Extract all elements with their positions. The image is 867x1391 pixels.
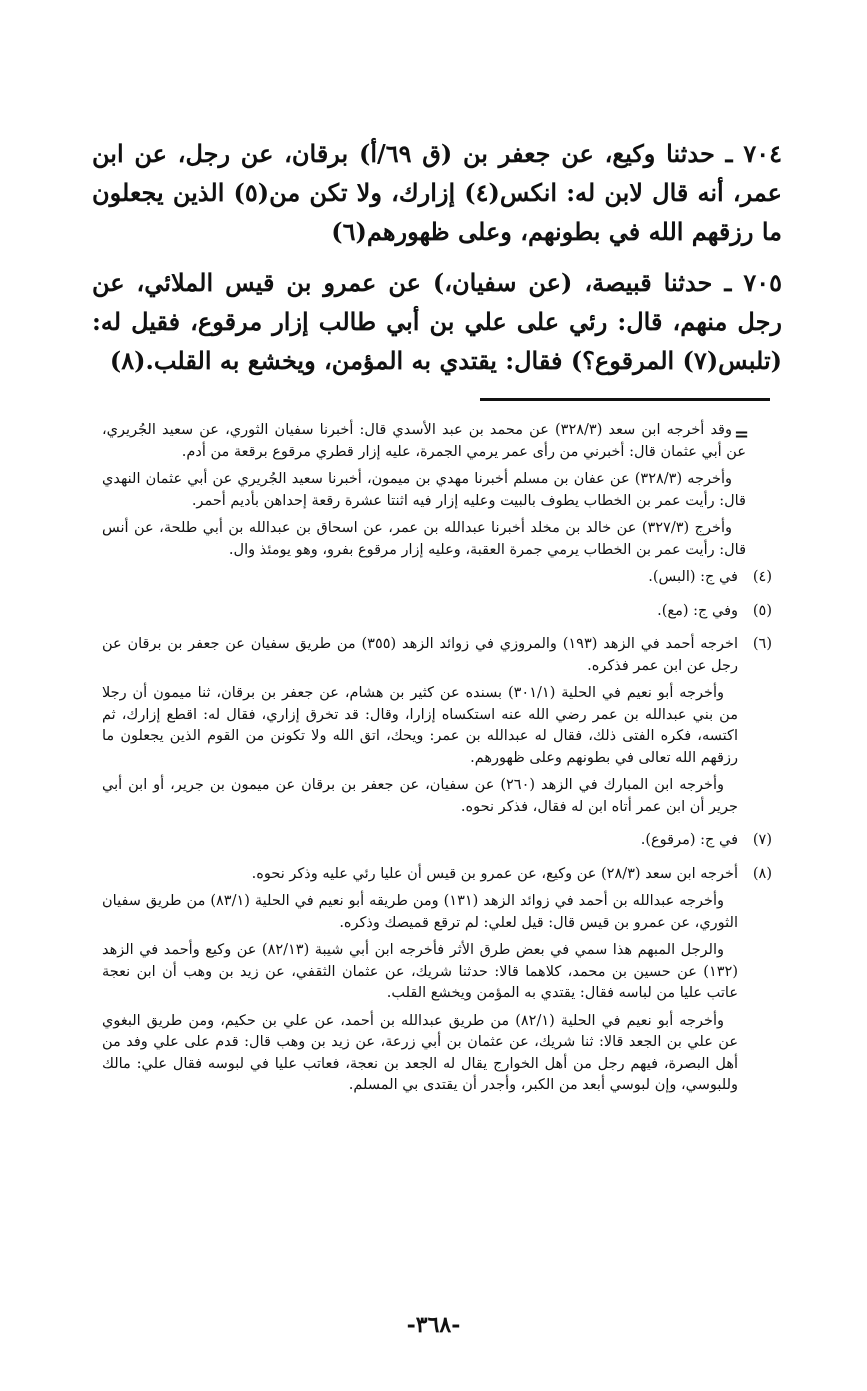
footnote-number: (٨) <box>752 865 772 882</box>
footnote-5 <box>102 601 772 629</box>
footnote-4 <box>102 567 772 595</box>
footnote-8 <box>102 864 772 1103</box>
main-text <box>92 134 782 392</box>
footnote-6 <box>102 634 772 824</box>
footnote-text: والرجل المبهم هذا سمي في بعض طرق الأثر فأخرجه ابن أبي شيبة (٨٢/١٣) عن وكيع وأحمد في الزهد (١٣٢) عن حسين بن محمد، كلاهما قالا: حدثنا شريك، عن عثمان الثقفي، عن زيد بن وهب أن ابن نعجة عاتب عليا من لباسه فقال: يقتدي به المؤمن ويخشع القلب. <box>102 942 738 1001</box>
footnote-text: في ج: (البس). <box>648 569 738 585</box>
footnote-number: (٧) <box>752 832 772 848</box>
footnote-text: وأخرجه أبو نعيم في الحلية (٣٠١/١) بسنده عن كثير بن هشام، عن جعفر بن برقان، ثنا ميمون أن رجلا من بني عبدالله بن عمر رضي الله عنه استكساه إزارا، وقال: قد تخرق إزاري، فقال له: اقطع إزارك، ثم اكتسه، فكره الفتى ذلك، فقال له عبدالله بن عمر: ويحك، اتق الله ولا تكونن من القوم الذين يجعلون ما رزقهم الله تعالى في بطونهم وعلى ظهورهم. <box>102 685 738 766</box>
footnote-separator <box>480 398 770 401</box>
page-number: -٣٦٨- <box>406 1312 461 1338</box>
footnote-text: اخرجه أحمد في الزهد (١٩٣) والمروزي في زوائد الزهد (٣٥٥) من طريق سفيان عن جعفر بن برقان عن رجل عن ابن عمر فذكره. <box>102 636 738 674</box>
continued-note-para: وأخرجه (٣٢٨/٣) عن عفان بن مسلم أخبرنا مهدي بن ميمون، أخبرنا سعيد الجُريري عن أبي عثمان النهدي قال: رأيت عمر بن الخطاب يطوف بالبيت وعليه إزار فيه اثنتا عشرة رقعة إحداهن بأديم أحمر. <box>102 471 746 509</box>
footnote-text: أخرجه ابن سعد (٢٨/٣) عن وكيع، عن عمرو بن قيس أن عليا رئي عليه وذكر نحوه. <box>251 865 738 882</box>
continued-note-para: وقد أخرجه ابن سعد (٣٢٨/٣) عن محمد بن عبد الأسدي قال: أخبرنا سفيان الثوري، عن سعيد الجُريري، عن أبي عثمان قال: أخبرني من رأى عمر يرمي الجمرة، عليه إزار قطري مرقوع برقعة من أدم. <box>102 422 746 460</box>
footnote-text: وفي ج: (مع). <box>657 602 738 619</box>
footnote-number: (٦) <box>752 636 772 652</box>
footnote-text: وأخرجه عبدالله بن أحمد في زوائد الزهد (١٣١) ومن طريقه أبو نعيم في الحلية (٨٣/١) من طريق سفيان الثوري، عن عمرو بن قيس قال: قيل لعلي: لم ترقع قميصك وذكره. <box>102 893 738 931</box>
footnote-7 <box>102 830 772 858</box>
footnote-number: (٤) <box>752 569 772 585</box>
continued-note-para: وأخرج (٣٢٧/٣) عن خالد بن مخلد أخبرنا عبدالله بن عمر، عن اسحاق بن عبدالله بن أبي طلحة، عن أنس قال: رأيت عمر بن الخطاب يرمي جمرة العقبة، وعليه إزار مرقوع بفرو، وهو يومئذ وال. <box>102 520 746 558</box>
hadith-704: ٧٠٤ ـ حدثنا وكيع، عن جعفر بن (ق ٦٩/أ) برقان، عن رجل، عن ابن عمر، أنه قال لابن له: انكس(٤) إزارك، ولا تكن من(٥) الذين يجعلون ما رزقهم الله في بطونهم، وعلى ظهورهم(٦) <box>92 139 783 246</box>
footnote-text: في ج: (مرقوع). <box>640 832 738 848</box>
footnote-text: وأخرجه أبو نعيم في الحلية (٨٢/١) من طريق عبدالله بن أحمد، عن علي بن حكيم، ومن طريق البغوي عن علي بن الجعد قالا: ثنا شريك، عن عثمان بن أبي زرعة، عن زيد بن وهب قال: قدم على علي وفد من أهل البصرة، فيهم رجل من أهل الخوارج يقال له الجعد بن نعجة، فعاتب عليا في لبوسه فقال علي: مالك وللبوسي، وإن لبوسي أبعد من الكبر، وأجدر أن يقتدى بي المسلم. <box>102 1012 738 1093</box>
continuation-marker: = <box>734 424 750 445</box>
footnote-text: وأخرجه ابن المبارك في الزهد (٢٦٠) عن سفيان، عن جعفر بن برقان عن ميمون بن جرير، أو ابن أبي جرير أن ابن عمر أتاه ابن له فقال، فذكر نحوه. <box>102 777 738 815</box>
hadith-705: ٧٠٥ ـ حدثنا قبيصة، (عن سفيان،) عن عمرو بن قيس الملائي، عن رجل منهم، قال: رئي على علي بن أبي طالب إزار مرقوع، فقيل له: (تلبس(٧) المرقوع؟) فقال: يقتدي به المؤمن، ويخشع به القلب.(٨) <box>92 268 782 375</box>
continued-footnote <box>102 420 746 561</box>
footnotes <box>102 420 772 1109</box>
footnote-number: (٥) <box>752 602 772 619</box>
